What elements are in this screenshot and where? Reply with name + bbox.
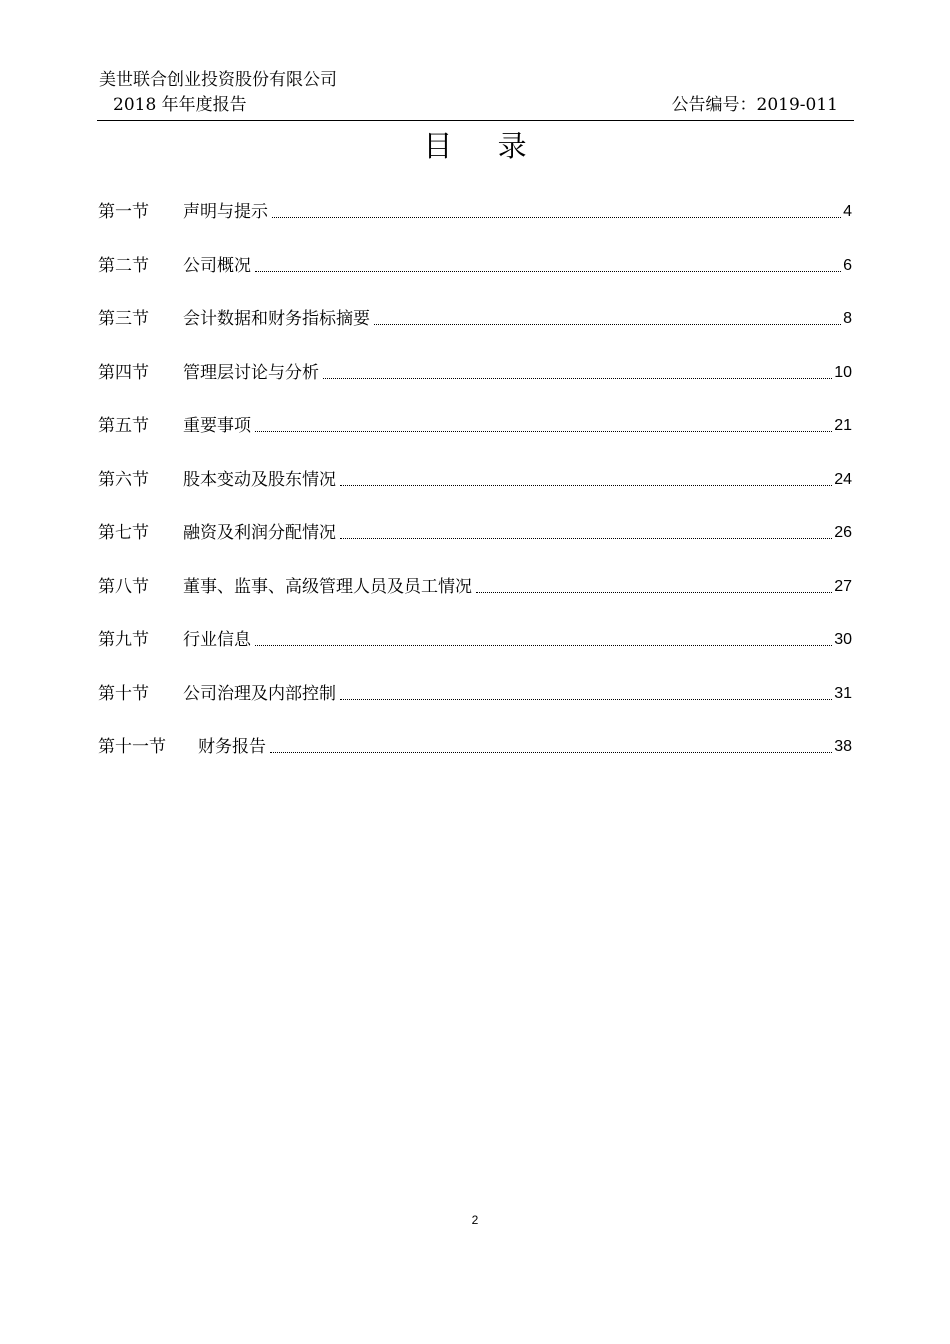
- dot-leader: [255, 625, 834, 655]
- toc-section-number: 第十一节: [98, 737, 166, 757]
- toc-section-number: 第六节: [98, 469, 149, 490]
- toc-entry[interactable]: [98, 732, 852, 762]
- toc-page-number: 24: [834, 470, 852, 488]
- dot-leader: [270, 732, 834, 762]
- toc-page-number: 26: [834, 524, 852, 541]
- page-header: [97, 68, 854, 121]
- dot-leader: [255, 411, 834, 441]
- toc-entry[interactable]: [98, 411, 852, 441]
- toc-entry[interactable]: [98, 518, 852, 548]
- toc-entry[interactable]: [98, 679, 852, 709]
- toc-section-number: 第九节: [98, 630, 149, 650]
- toc-section-title: 股本变动及股东情况: [183, 469, 336, 490]
- toc-entry[interactable]: [98, 465, 852, 495]
- toc-section-number: 第八节: [98, 576, 149, 597]
- toc-page-number: 27: [834, 577, 852, 595]
- toc-section-number: 第三节: [98, 309, 149, 329]
- toc-entry[interactable]: [98, 197, 852, 227]
- toc-section-number: 第五节: [98, 416, 149, 436]
- toc-section-title: 会计数据和财务指标摘要: [183, 309, 370, 329]
- dot-leader: [340, 518, 834, 548]
- toc-section-title: 重要事项: [183, 416, 251, 436]
- toc-page-number: 21: [834, 417, 852, 434]
- toc-section-title: 董事、监事、高级管理人员及员工情况: [183, 576, 472, 597]
- dot-leader: [476, 572, 834, 602]
- toc-entry[interactable]: [98, 304, 852, 334]
- toc-page-number: 8: [843, 310, 852, 327]
- dot-leader: [340, 679, 834, 709]
- toc-section-number: 第一节: [98, 202, 149, 222]
- page-number: 2: [471, 1213, 479, 1227]
- toc-page-number: 4: [843, 203, 852, 220]
- toc-section-title: 公司概况: [183, 255, 251, 276]
- toc-section-number: 第七节: [98, 523, 149, 543]
- toc-page-number: 6: [843, 256, 852, 274]
- toc-section-title: 公司治理及内部控制: [183, 683, 336, 704]
- dot-leader: [255, 251, 843, 281]
- dot-leader: [374, 304, 843, 334]
- dot-leader: [272, 197, 843, 227]
- toc-entry[interactable]: [98, 572, 852, 602]
- toc-section-number: 第二节: [98, 255, 149, 276]
- notice-number: 公告编号：2019-011: [671, 95, 838, 115]
- toc-page-number: 30: [834, 631, 852, 648]
- company-name: 美世联合创业投资股份有限公司: [99, 70, 337, 90]
- toc-section-title: 财务报告: [198, 737, 266, 757]
- dot-leader: [323, 358, 834, 388]
- toc-section-title: 融资及利润分配情况: [183, 523, 336, 543]
- toc-entry[interactable]: [98, 358, 852, 388]
- dot-leader: [340, 465, 834, 495]
- toc-section-number: 第四节: [98, 362, 149, 383]
- toc-page-number: 38: [834, 738, 852, 755]
- toc-section-number: 第十节: [98, 683, 149, 704]
- toc-entry[interactable]: [98, 251, 852, 281]
- toc-section-title: 声明与提示: [183, 202, 268, 222]
- toc-heading: 目 录: [423, 129, 545, 163]
- report-title: 2018 年年度报告: [113, 95, 247, 115]
- toc-section-title: 管理层讨论与分析: [183, 362, 319, 383]
- toc-page-number: 31: [834, 684, 852, 702]
- toc-entry[interactable]: [98, 625, 852, 655]
- toc-page-number: 10: [834, 363, 852, 381]
- toc-section-title: 行业信息: [183, 630, 251, 650]
